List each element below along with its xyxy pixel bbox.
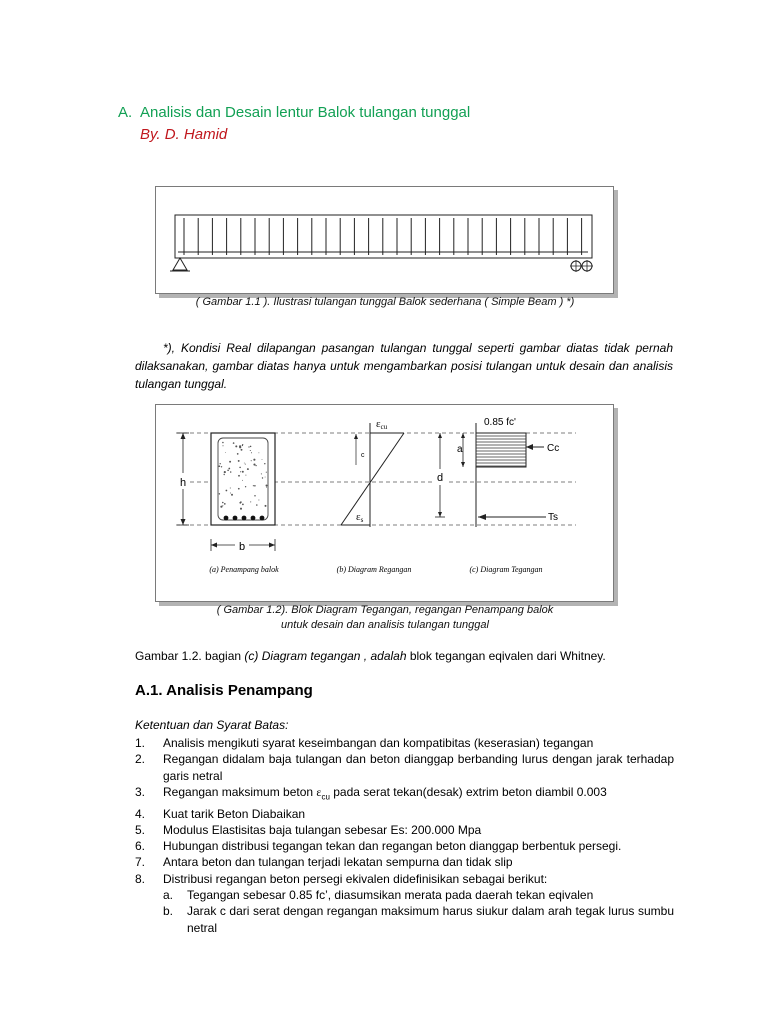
- aggregate-speckle: [231, 494, 233, 496]
- aggregate-speckle: [242, 445, 243, 446]
- label-a: a: [457, 444, 463, 455]
- aggregate-speckle: [251, 460, 252, 461]
- author-byline: By. D. Hamid: [140, 126, 228, 143]
- beam-drawing: [156, 187, 613, 293]
- aggregate-speckle: [240, 508, 242, 510]
- aggregate-speckle: [262, 459, 263, 460]
- aggregate-speckle: [245, 475, 246, 476]
- aggregate-speckle: [248, 446, 249, 447]
- aggregate-speckle: [253, 464, 255, 466]
- stirrups: [184, 218, 582, 255]
- aggregate-speckle: [240, 471, 241, 472]
- note-paragraph: [135, 339, 673, 393]
- whitney-statement-part2: (c) Diagram tegangan , adalah: [244, 649, 410, 663]
- aggregate-speckle: [222, 442, 224, 444]
- aggregate-speckle: [237, 453, 239, 455]
- list-item: 5. Modulus Elastisitas baja tulangan sebesar Es: 200.000 Mpa: [135, 822, 482, 837]
- label-c: c: [361, 452, 365, 459]
- aggregate-speckle: [266, 485, 268, 487]
- list-item: 1. Analisis mengikuti syarat keseimbangan dan kompatibitas (keserasian) tegangan: [135, 736, 594, 750]
- criteria-intro: Ketentuan dan Syarat Batas:: [135, 718, 289, 732]
- aggregate-speckle: [264, 463, 265, 464]
- criteria-list: [135, 735, 674, 936]
- aggregate-speckle: [250, 450, 251, 451]
- aggregate-speckle: [251, 452, 252, 453]
- aggregate-speckle: [239, 502, 241, 504]
- aggregate-speckle: [226, 490, 228, 492]
- aggregate-speckle: [256, 504, 258, 506]
- label-fc: 0.85 fc': [484, 417, 516, 428]
- aggregate-speckle: [218, 465, 220, 467]
- label-cc: Cc: [547, 443, 560, 454]
- subsection-title: A.1. Analisis Penampang: [135, 682, 313, 699]
- aggregate-speckle: [239, 445, 241, 447]
- aggregate-speckle: [258, 452, 259, 453]
- aggregate-speckle: [233, 442, 235, 444]
- label-ts: Ts: [548, 512, 558, 523]
- figure-stress-strain: [155, 404, 614, 602]
- section-letter: A.: [118, 104, 133, 121]
- aggregate-speckle: [266, 487, 267, 488]
- aggregate-speckle: [250, 446, 252, 448]
- label-h: h: [179, 477, 187, 489]
- subcaption-a: (a) Penampang balok: [209, 565, 279, 574]
- aggregate-speckle: [247, 468, 249, 470]
- aggregate-speckle: [224, 503, 226, 505]
- figure2-caption: [140, 603, 630, 633]
- stress-strain-drawing: [156, 405, 613, 601]
- list-item: 4. Kuat tarik Beton Diabaikan: [135, 806, 306, 821]
- aggregate-speckle: [238, 460, 240, 462]
- aggregate-speckle: [241, 449, 243, 451]
- aggregate-speckle: [245, 486, 246, 487]
- ts-force-arrow: [478, 514, 546, 520]
- aggregate-speckle: [253, 459, 255, 461]
- aggregate-speckle: [258, 500, 259, 501]
- whitney-statement: [135, 649, 695, 663]
- aggregate-speckle: [242, 504, 244, 506]
- aggregate-speckle: [228, 468, 230, 470]
- list-item: 7. Antara beton dan tulangan terjadi lekatan sempurna dan tidak slip: [135, 855, 513, 870]
- aggregate-speckle: [219, 493, 220, 494]
- aggregate-speckle: [239, 467, 241, 469]
- aggregate-speckle: [242, 480, 243, 481]
- aggregate-speckle: [230, 487, 231, 488]
- label-b: b: [238, 541, 246, 553]
- list-item: 3. Regangan maksimum beton $\varepsilon_{cu}$ pada serat tekan(desak) extrim beton diambil 0.003: [135, 784, 607, 802]
- aggregate-speckle: [222, 445, 223, 446]
- aggregate-speckle: [227, 470, 229, 472]
- aggregate-speckle: [220, 506, 222, 508]
- aggregate-speckle: [224, 471, 226, 473]
- figure1-caption: ( Gambar 1.1 ). Ilustrasi tulangan tunggal Balok sederhana ( Simple Beam ) *): [195, 296, 575, 308]
- aggregate-speckle: [254, 495, 256, 497]
- sub-criteria-list: [163, 887, 674, 936]
- epsilon-symbol: ε: [316, 784, 322, 799]
- aggregate-speckle: [244, 463, 245, 464]
- aggregate-speckle: [262, 477, 263, 478]
- aggregate-speckle: [222, 505, 223, 506]
- pin-support-icon: [170, 258, 190, 271]
- aggregate-speckle: [253, 485, 254, 486]
- aggregate-speckle: [230, 471, 232, 473]
- stress-diagram: [476, 423, 526, 527]
- aggregate-speckle: [261, 473, 262, 474]
- aggregate-speckle: [224, 474, 225, 475]
- aggregate-speckle: [250, 501, 251, 502]
- aggregate-speckle: [242, 471, 244, 473]
- aggregate-speckle: [265, 505, 267, 507]
- aggregate-speckle: [222, 502, 224, 504]
- section-title: Analisis dan Desain lentur Balok tulangan tunggal: [140, 104, 471, 121]
- subcaption-b: (b) Diagram Regangan: [336, 565, 412, 574]
- aggregate-speckle: [265, 477, 266, 478]
- aggregate-speckle: [266, 472, 267, 473]
- label-d: d: [436, 472, 444, 484]
- aggregate-speckle: [229, 461, 231, 463]
- aggregate-speckle: [230, 493, 231, 494]
- roller-support-icon: [570, 260, 593, 272]
- section-heading: [118, 104, 470, 121]
- aggregate-speckle: [220, 463, 221, 464]
- aggregate-speckle: [221, 466, 222, 467]
- figure2-caption-line2: untuk desain dan analisis tulangan tunggal: [281, 619, 489, 631]
- list-item: 2. Regangan didalam baja tulangan dan beton dianggap berbanding lurus dengan jarak terhadap garis netral: [135, 752, 674, 783]
- list-item: 6. Hubungan distribusi tegangan tekan dan regangan beton dianggap berbentuk persegi.: [135, 839, 622, 854]
- aggregate-speckle: [255, 465, 256, 466]
- figure-simple-beam: [155, 186, 614, 294]
- cc-force-arrow: [526, 444, 544, 450]
- aggregate-speckle: [235, 445, 237, 447]
- aggregate-speckle: [254, 485, 256, 487]
- aggregate-speckle: [238, 475, 240, 477]
- label-epsilon-s: εs: [356, 511, 364, 524]
- beam-cross-section: [211, 433, 275, 525]
- aggregate-speckle: [225, 452, 226, 453]
- list-item: a. Tegangan sebesar 0.85 fc’, diasumsikan merata pada daerah tekan eqivalen: [163, 888, 594, 903]
- whitney-statement-part3: blok tegangan eqivalen dari Whitney.: [409, 649, 606, 663]
- aggregate-speckle: [238, 488, 240, 490]
- aggregate-speckle: [245, 464, 246, 465]
- label-epsilon-cu: εcu: [376, 418, 388, 431]
- list-item: b. Jarak c dari serat dengan regangan maksimum harus siukur dalam arah tegak lurus sumbu netral: [163, 904, 674, 935]
- strain-diagram: [341, 423, 404, 527]
- list-item: 8. Distribusi regangan beton persegi ekivalen didefinisikan sebagai berikut: a. Tegangan sebesar 0.85 fc’, diasumsikan merata pada daerah tekan eqivalen b. Jarak c dari serat dengan regangan maksimum harus siukur dalam arah tegak lurus sumbu netral: [135, 871, 674, 935]
- whitney-statement-part1: Gambar 1.2. bagian: [135, 649, 245, 663]
- subcaption-c: (c) Diagram Tegangan: [469, 565, 543, 574]
- note-text: *), Kondisi Real dilapangan pasangan tulangan tunggal seperti gambar diatas tidak pernah dilaksanakan, gambar diatas hanya untuk mengambarkan posisi tulangan untuk desain dan analisis tulangan tunggal.: [135, 341, 673, 391]
- figure2-caption-line1: ( Gambar 1.2). Blok Diagram Tegangan, regangan Penampang balok: [216, 604, 554, 616]
